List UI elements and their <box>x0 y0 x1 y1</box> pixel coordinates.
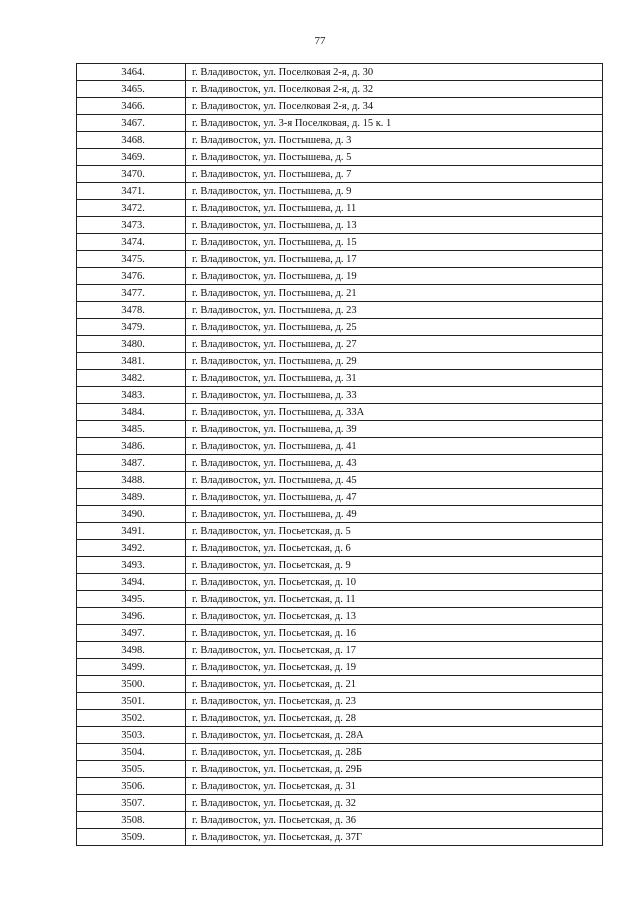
address-cell: г. Владивосток, ул. Посьетская, д. 17 <box>186 642 603 659</box>
table-row <box>77 98 603 115</box>
row-number-cell: 3487. <box>77 455 186 472</box>
table-row <box>77 200 603 217</box>
address-cell: г. Владивосток, ул. Постышева, д. 17 <box>186 251 603 268</box>
row-number-cell: 3471. <box>77 183 186 200</box>
address-cell: г. Владивосток, ул. Посьетская, д. 23 <box>186 693 603 710</box>
table-row <box>77 744 603 761</box>
table-row <box>77 608 603 625</box>
table-row <box>77 795 603 812</box>
table-row <box>77 64 603 81</box>
table-row <box>77 404 603 421</box>
table-row <box>77 659 603 676</box>
address-cell: г. Владивосток, ул. Постышева, д. 19 <box>186 268 603 285</box>
table-row <box>77 166 603 183</box>
table-row <box>77 183 603 200</box>
row-number-cell: 3501. <box>77 693 186 710</box>
address-cell: г. Владивосток, ул. Посьетская, д. 32 <box>186 795 603 812</box>
row-number-cell: 3499. <box>77 659 186 676</box>
address-cell: г. Владивосток, ул. Постышева, д. 43 <box>186 455 603 472</box>
table-row <box>77 829 603 846</box>
row-number-cell: 3482. <box>77 370 186 387</box>
row-number-cell: 3472. <box>77 200 186 217</box>
table-row <box>77 489 603 506</box>
row-number-cell: 3503. <box>77 727 186 744</box>
row-number-cell: 3490. <box>77 506 186 523</box>
row-number-cell: 3491. <box>77 523 186 540</box>
table-row <box>77 421 603 438</box>
address-table <box>76 63 603 846</box>
address-cell: г. Владивосток, ул. Постышева, д. 5 <box>186 149 603 166</box>
table-row <box>77 455 603 472</box>
table-row <box>77 285 603 302</box>
table-row <box>77 217 603 234</box>
row-number-cell: 3508. <box>77 812 186 829</box>
table-row <box>77 761 603 778</box>
row-number-cell: 3509. <box>77 829 186 846</box>
address-cell: г. Владивосток, ул. Посьетская, д. 31 <box>186 778 603 795</box>
row-number-cell: 3466. <box>77 98 186 115</box>
address-cell: г. Владивосток, ул. Постышева, д. 3 <box>186 132 603 149</box>
row-number-cell: 3480. <box>77 336 186 353</box>
address-cell: г. Владивосток, ул. Посьетская, д. 28 <box>186 710 603 727</box>
row-number-cell: 3468. <box>77 132 186 149</box>
address-cell: г. Владивосток, ул. Посьетская, д. 37Г <box>186 829 603 846</box>
address-cell: г. Владивосток, ул. Постышева, д. 47 <box>186 489 603 506</box>
table-row <box>77 591 603 608</box>
table-row <box>77 676 603 693</box>
row-number-cell: 3485. <box>77 421 186 438</box>
row-number-cell: 3465. <box>77 81 186 98</box>
address-cell: г. Владивосток, ул. Постышева, д. 15 <box>186 234 603 251</box>
table-row <box>77 149 603 166</box>
row-number-cell: 3486. <box>77 438 186 455</box>
table-row <box>77 115 603 132</box>
table-row <box>77 642 603 659</box>
row-number-cell: 3493. <box>77 557 186 574</box>
address-cell: г. Владивосток, ул. Постышева, д. 11 <box>186 200 603 217</box>
table-row <box>77 302 603 319</box>
page-number: 77 <box>314 35 326 47</box>
address-cell: г. Владивосток, ул. Постышева, д. 13 <box>186 217 603 234</box>
row-number-cell: 3505. <box>77 761 186 778</box>
address-cell: г. Владивосток, ул. Поселковая 2-я, д. 32 <box>186 81 603 98</box>
address-cell: г. Владивосток, ул. Посьетская, д. 36 <box>186 812 603 829</box>
address-cell: г. Владивосток, ул. Посьетская, д. 10 <box>186 574 603 591</box>
address-cell: г. Владивосток, ул. Посьетская, д. 28Б <box>186 744 603 761</box>
address-cell: г. Владивосток, ул. Постышева, д. 29 <box>186 353 603 370</box>
address-cell: г. Владивосток, ул. Постышева, д. 27 <box>186 336 603 353</box>
address-cell: г. Владивосток, ул. Постышева, д. 7 <box>186 166 603 183</box>
address-cell: г. Владивосток, ул. Постышева, д. 41 <box>186 438 603 455</box>
row-number-cell: 3467. <box>77 115 186 132</box>
row-number-cell: 3478. <box>77 302 186 319</box>
row-number-cell: 3504. <box>77 744 186 761</box>
address-cell: г. Владивосток, ул. Посьетская, д. 6 <box>186 540 603 557</box>
row-number-cell: 3506. <box>77 778 186 795</box>
row-number-cell: 3483. <box>77 387 186 404</box>
address-cell: г. Владивосток, ул. Постышева, д. 49 <box>186 506 603 523</box>
address-cell: г. Владивосток, ул. Посьетская, д. 13 <box>186 608 603 625</box>
table-row <box>77 625 603 642</box>
row-number-cell: 3497. <box>77 625 186 642</box>
row-number-cell: 3488. <box>77 472 186 489</box>
table-row <box>77 574 603 591</box>
table-row <box>77 523 603 540</box>
row-number-cell: 3476. <box>77 268 186 285</box>
row-number-cell: 3464. <box>77 64 186 81</box>
row-number-cell: 3492. <box>77 540 186 557</box>
address-cell: г. Владивосток, ул. Посьетская, д. 16 <box>186 625 603 642</box>
table-row <box>77 268 603 285</box>
table-row <box>77 234 603 251</box>
table-row <box>77 812 603 829</box>
row-number-cell: 3494. <box>77 574 186 591</box>
address-cell: г. Владивосток, ул. Постышева, д. 31 <box>186 370 603 387</box>
address-cell: г. Владивосток, ул. Постышева, д. 25 <box>186 319 603 336</box>
table-row <box>77 472 603 489</box>
table-row <box>77 778 603 795</box>
table-row <box>77 319 603 336</box>
table-row <box>77 81 603 98</box>
address-cell: г. Владивосток, ул. Посьетская, д. 5 <box>186 523 603 540</box>
row-number-cell: 3496. <box>77 608 186 625</box>
row-number-cell: 3469. <box>77 149 186 166</box>
address-cell: г. Владивосток, ул. Поселковая 2-я, д. 34 <box>186 98 603 115</box>
address-cell: г. Владивосток, ул. Постышева, д. 45 <box>186 472 603 489</box>
table-row <box>77 540 603 557</box>
address-cell: г. Владивосток, ул. Посьетская, д. 19 <box>186 659 603 676</box>
table-row <box>77 251 603 268</box>
table-row <box>77 387 603 404</box>
row-number-cell: 3475. <box>77 251 186 268</box>
row-number-cell: 3474. <box>77 234 186 251</box>
row-number-cell: 3502. <box>77 710 186 727</box>
address-cell: г. Владивосток, ул. Поселковая 2-я, д. 30 <box>186 64 603 81</box>
address-cell: г. Владивосток, ул. Постышева, д. 39 <box>186 421 603 438</box>
table-row <box>77 710 603 727</box>
address-cell: г. Владивосток, ул. Посьетская, д. 28А <box>186 727 603 744</box>
address-cell: г. Владивосток, ул. Посьетская, д. 21 <box>186 676 603 693</box>
table-row <box>77 506 603 523</box>
row-number-cell: 3507. <box>77 795 186 812</box>
row-number-cell: 3470. <box>77 166 186 183</box>
row-number-cell: 3473. <box>77 217 186 234</box>
table-row <box>77 727 603 744</box>
row-number-cell: 3489. <box>77 489 186 506</box>
table-row <box>77 336 603 353</box>
row-number-cell: 3481. <box>77 353 186 370</box>
address-cell: г. Владивосток, ул. Посьетская, д. 29Б <box>186 761 603 778</box>
table-row <box>77 438 603 455</box>
row-number-cell: 3484. <box>77 404 186 421</box>
address-table-body <box>77 64 603 846</box>
table-row <box>77 693 603 710</box>
address-cell: г. Владивосток, ул. Посьетская, д. 11 <box>186 591 603 608</box>
address-cell: г. Владивосток, ул. 3-я Поселковая, д. 15 к. 1 <box>186 115 603 132</box>
address-cell: г. Владивосток, ул. Постышева, д. 9 <box>186 183 603 200</box>
table-row <box>77 370 603 387</box>
address-cell: г. Владивосток, ул. Постышева, д. 21 <box>186 285 603 302</box>
table-row <box>77 132 603 149</box>
row-number-cell: 3477. <box>77 285 186 302</box>
table-row <box>77 557 603 574</box>
row-number-cell: 3498. <box>77 642 186 659</box>
address-cell: г. Владивосток, ул. Постышева, д. 33 <box>186 387 603 404</box>
row-number-cell: 3479. <box>77 319 186 336</box>
address-cell: г. Владивосток, ул. Постышева, д. 23 <box>186 302 603 319</box>
row-number-cell: 3500. <box>77 676 186 693</box>
address-cell: г. Владивосток, ул. Посьетская, д. 9 <box>186 557 603 574</box>
address-cell: г. Владивосток, ул. Постышева, д. 33А <box>186 404 603 421</box>
row-number-cell: 3495. <box>77 591 186 608</box>
table-row <box>77 353 603 370</box>
